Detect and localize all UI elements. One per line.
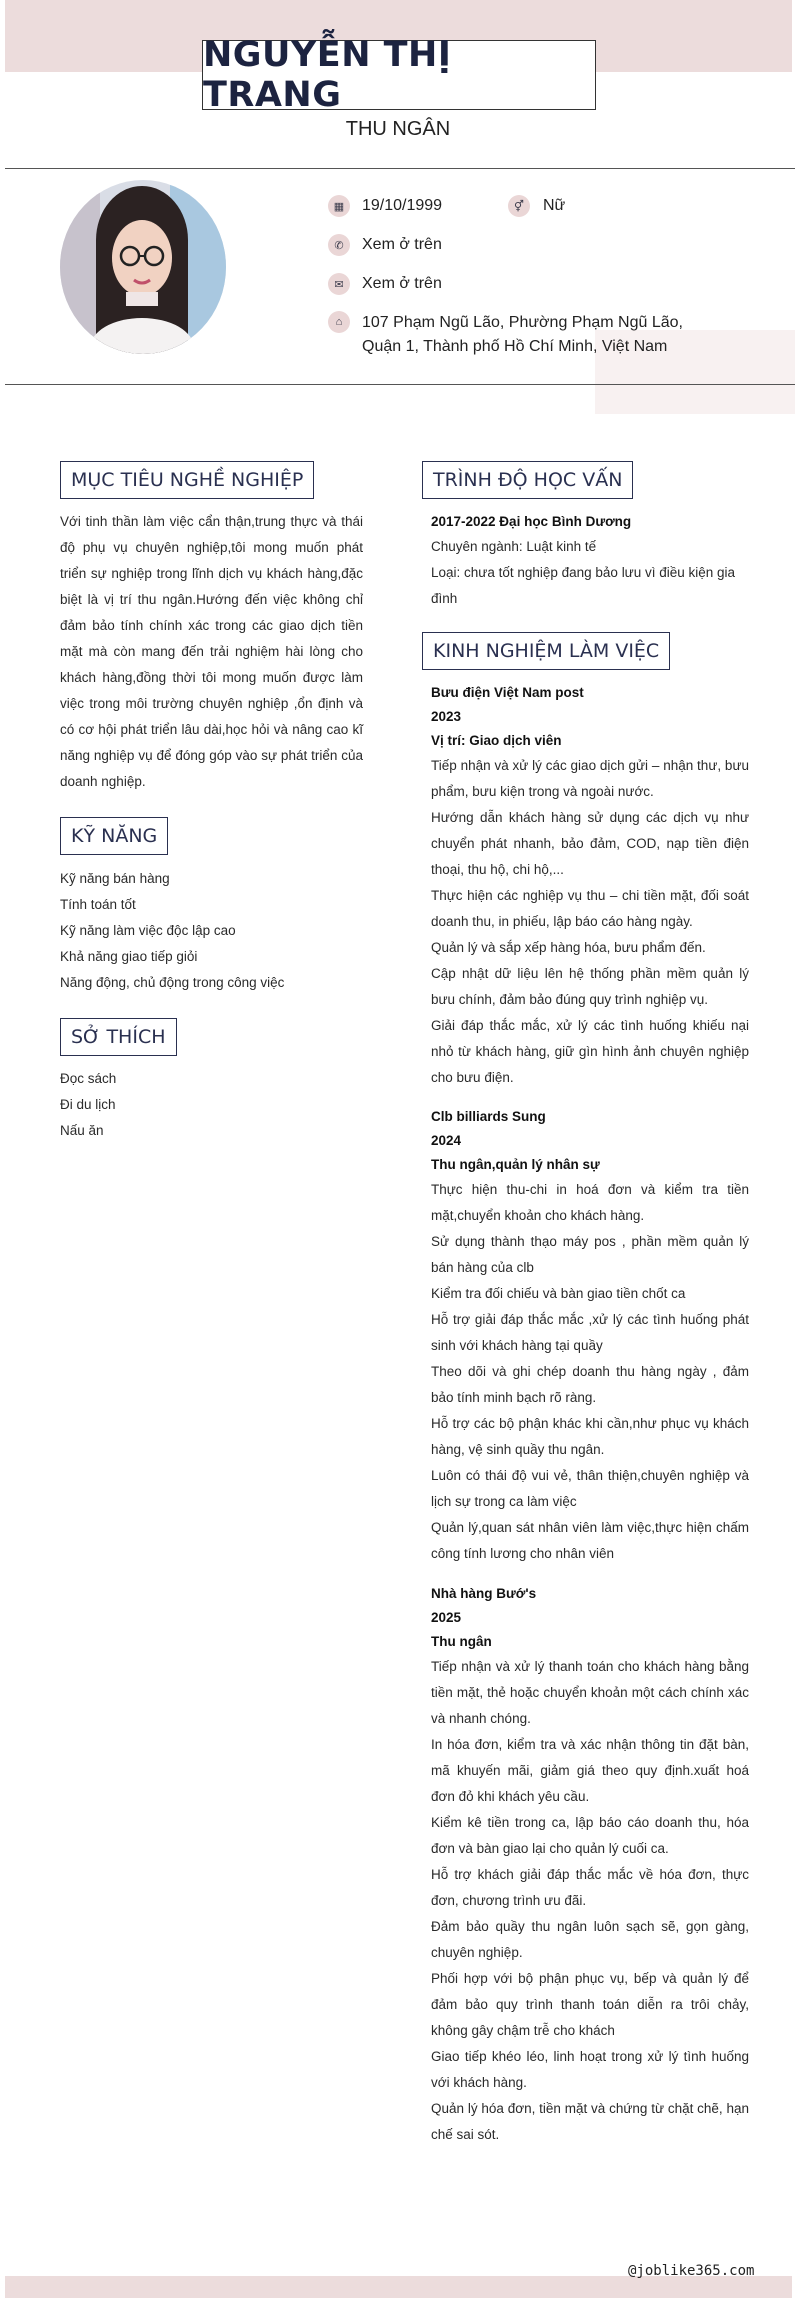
avatar-photo [60,180,226,354]
job-detail: Giao tiếp khéo léo, linh hoạt trong xử lý tình huống với khách hàng. [431,2049,749,2090]
skills-heading: KỸ NĂNG [60,817,168,855]
education-heading: TRÌNH ĐỘ HỌC VẤN [422,461,633,499]
list-item: Nấu ăn [60,1123,104,1138]
list-item: Kỹ năng bán hàng [60,871,170,886]
job-position: Vị trí: Giao dịch viên [431,733,562,748]
gender: Nữ [543,197,566,214]
birthday: 19/10/1999 [362,197,443,214]
footer-band [5,2276,792,2298]
job-detail: Phối hợp với bộ phận phục vụ, bếp và quản lý để đảm bảo quy trình thanh toán diễn ra trôi chảy, không gây chậm trễ cho khách [431,1971,749,2038]
job-entry-2 [431,1105,749,1567]
job-detail: Hỗ trợ các bộ phận khác khi cần,như phục vụ khách hàng, vệ sinh quầy thu ngân. [431,1416,749,1457]
list-item: Kỹ năng làm việc độc lập cao [60,923,236,938]
hobbies-heading: SỞ THÍCH [60,1018,177,1056]
job-detail: Hỗ trợ giải đáp thắc mắc ,xử lý các tình huống phát sinh với khách hàng tại quầy [431,1312,749,1353]
phone-icon: ✆ [328,234,350,256]
job-detail: Kiểm tra đối chiếu và bàn giao tiền chốt ca [431,1286,686,1301]
experience-heading: KINH NGHIỆM LÀM VIỆC [422,632,670,670]
candidate-name: NGUYỄN THỊ TRANG [203,35,452,115]
hobbies-list [60,1066,363,1144]
objective-text: Với tinh thần làm việc cẩn thận,trung thực và thái độ phụ vụ chuyên nghiệp,tôi mong muốn phát triển sự nghiệp trong lĩnh dịch vụ khách hàng,đặc biệt là vị trí thu ngân.Hướng đến việc không chỉ đảm bảo tính chính xác trong các giao dịch tiền mặt mà còn mang đến trải nghiệm hài lòng cho khách hàng,đồng thời tôi mong muốn được làm việc trong môi trường chuyên nghiệp ,ổn định và có cơ hội phát triển lâu dài,học hỏi và nâng cao kĩ năng nghiệp vụ để đóng góp vào sự phát triển của doanh nghiệp. [60,514,363,789]
job-detail: Đảm bảo quầy thu ngân luôn sạch sẽ, gọn gàng, chuyên nghiệp. [431,1919,749,1960]
skills-list [60,866,363,996]
job-year: 2024 [431,1133,462,1148]
name-box [202,35,596,115]
job-detail: Tiếp nhận và xử lý các giao dịch gửi – nhận thư, bưu phẩm, bưu kiện trong và ngoài nước. [431,758,749,799]
job-detail: Cập nhật dữ liệu lên hệ thống phần mềm quản lý bưu chính, đảm bảo đúng quy trình nghiệp vụ. [431,966,749,1007]
watermark: @joblike365.com [628,2263,755,2279]
home-icon: ⌂ [328,311,350,333]
avatar [60,180,226,354]
job-detail: Sử dụng thành thạo máy pos , phần mềm quản lý bán hàng của clb [431,1234,749,1275]
email-icon: ✉ [328,273,350,295]
list-item: Đọc sách [60,1071,117,1086]
job-entry-3 [431,1582,749,2148]
job-detail: Tiếp nhận và xử lý thanh toán cho khách hàng bằng tiền mặt, thẻ hoặc chuyển khoản một cách chính xác và nhanh chóng. [431,1659,749,1726]
job-detail: Hướng dẫn khách hàng sử dụng các dịch vụ như chuyển phát nhanh, bảo đảm, COD, nạp tiền điện thoại, thu hộ, chi hộ,... [431,810,749,877]
job-company: Nhà hàng Bướ's [431,1586,537,1601]
gender-icon: ⚥ [508,195,530,217]
phone: Xem ở trên [362,236,442,253]
objective-heading: MỤC TIÊU NGHỀ NGHIỆP [60,461,314,499]
job-company: Clb billiards Sung [431,1109,546,1124]
education-period-school: 2017-2022 Đại học Bình Dương [431,514,632,529]
list-item: Khả năng giao tiếp giỏi [60,949,198,964]
list-item: Đi du lịch [60,1097,116,1112]
job-detail: Thực hiện thu-chi in hoá đơn và kiểm tra tiền mặt,chuyển khoản cho khách hàng. [431,1182,749,1223]
list-item: Tính toán tốt [60,897,136,912]
job-detail: In hóa đơn, kiểm tra và xác nhận thông tin đặt bàn, mã khuyến mãi, giảm giá theo quy định.xuất hoá đơn đỏ khi khách yêu cầu. [431,1737,749,1804]
job-entry-1 [431,681,749,1091]
job-detail: Quản lý,quan sát nhân viên làm việc,thực hiện chấm công tính lương cho nhân viên [431,1520,749,1561]
address-line-1: 107 Phạm Ngũ Lão, Phường Phạm Ngũ Lão, [362,314,683,331]
divider-bottom [5,384,795,385]
calendar-icon: ▦ [328,195,350,217]
job-year: 2025 [431,1610,462,1625]
job-position: Thu ngân,quản lý nhân sự [431,1157,600,1172]
address-line-2: Quận 1, Thành phố Hồ Chí Minh, Việt Nam [362,338,668,355]
job-company: Bưu điện Việt Nam post [431,685,584,700]
job-year: 2023 [431,709,462,724]
job-position: Thu ngân [431,1634,492,1649]
education-grade: Loại: chưa tốt nghiệp đang bảo lưu vì điều kiện gia đình [431,565,736,606]
education-major: Chuyên ngành: Luật kinh tế [431,539,597,554]
job-detail: Giải đáp thắc mắc, xử lý các tình huống khiếu nại nhỏ từ khách hàng, giữ gìn hình ảnh chuyên nghiệp cho bưu điện. [431,1018,749,1085]
divider-top [5,168,795,169]
job-detail: Theo dõi và ghi chép doanh thu hàng ngày , đảm bảo tính minh bạch rõ ràng. [431,1364,749,1405]
email: Xem ở trên [362,275,442,292]
job-detail: Kiểm kê tiền trong ca, lập báo cáo doanh thu, hóa đơn và bàn giao lại cho quản lý cuối ca. [431,1815,749,1856]
job-detail: Quản lý hóa đơn, tiền mặt và chứng từ chặt chẽ, hạn chế sai sót. [431,2101,749,2142]
job-detail: Hỗ trợ khách giải đáp thắc mắc về hóa đơn, thực đơn, chương trình ưu đãi. [431,1867,749,1908]
list-item: Năng động, chủ động trong công việc [60,975,285,990]
job-detail: Thực hiện các nghiệp vụ thu – chi tiền mặt, đối soát doanh thu, in phiếu, lập báo cáo hàng ngày. [431,888,749,929]
job-title: THU NGÂN [345,118,451,140]
job-detail: Luôn có thái độ vui vẻ, thân thiện,chuyên nghiệp và lịch sự trong ca làm việc [431,1468,749,1509]
job-detail: Quản lý và sắp xếp hàng hóa, bưu phẩm đến. [431,940,706,955]
